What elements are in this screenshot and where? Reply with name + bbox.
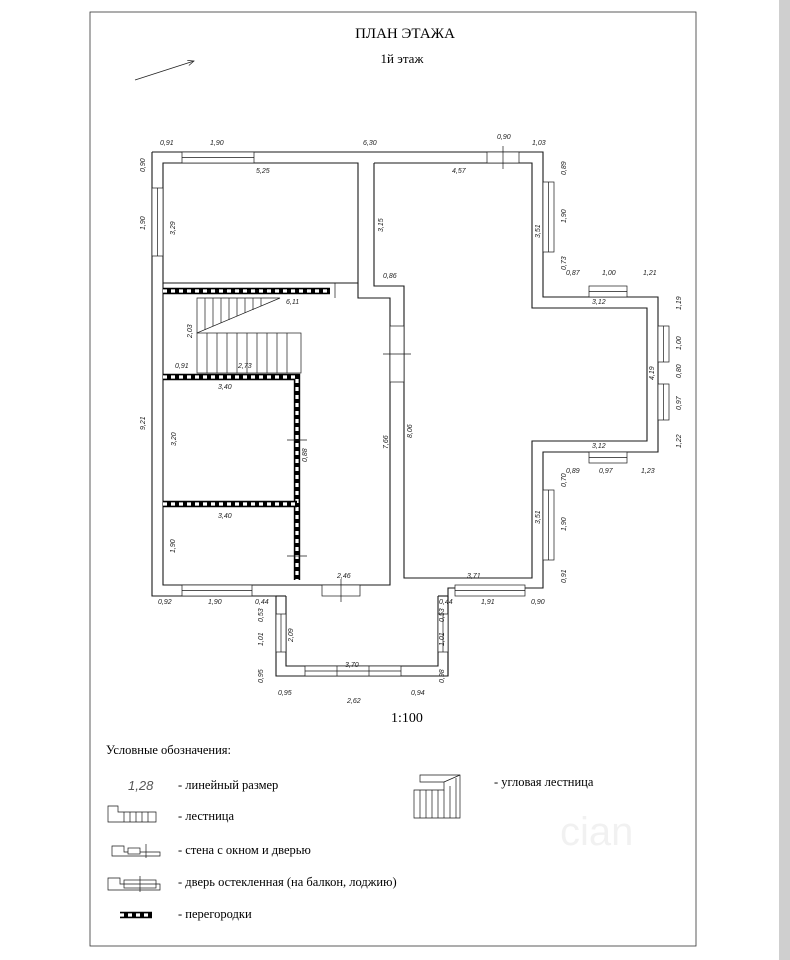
dim-label: 1,90 (208, 599, 222, 606)
dim-label: 1,01 (439, 632, 446, 646)
legend-corner-stairs: - угловая лестница (494, 775, 594, 789)
dim-label: 0,88 (302, 448, 309, 462)
wall-window-icon (112, 844, 160, 858)
dim-label: 3,29 (170, 221, 177, 235)
dim-label: 3,40 (218, 513, 232, 520)
legend-heading: Условные обозначения: (106, 743, 232, 757)
dim-label: 2,73 (238, 363, 252, 370)
dim-label: 0,91 (175, 363, 189, 370)
plan-dimensions (140, 134, 683, 705)
dim-label: 1,90 (170, 539, 177, 553)
dim-label: 0,70 (561, 473, 568, 487)
dim-label: 3,20 (171, 432, 178, 446)
dim-label: 3,70 (345, 662, 359, 669)
dim-label: 6,11 (286, 299, 300, 306)
dim-label: 6,30 (363, 140, 377, 147)
dim-label: 0,44 (439, 599, 453, 606)
dim-label: 1,03 (532, 140, 546, 147)
dim-label: 0,90 (531, 599, 545, 606)
dim-label: 1,23 (641, 468, 655, 475)
legend-stairs: - лестница (178, 809, 235, 823)
dim-label: 2,46 (337, 573, 351, 580)
page-title: ПЛАН ЭТАЖА (355, 26, 455, 42)
legend-sample-dimension: 1,28 (128, 778, 154, 793)
dim-label: 3,51 (535, 224, 542, 238)
dim-label: 5,25 (256, 168, 270, 175)
dim-label: 1,90 (561, 517, 568, 531)
legend-glazed-door: - дверь остекленная (на балкон, лоджию) (178, 875, 397, 889)
dim-label: 0,80 (676, 364, 683, 378)
dim-label: 4,19 (649, 366, 656, 380)
dim-label: 1,90 (140, 216, 147, 230)
dim-label: 1,01 (258, 632, 265, 646)
watermark: cian (560, 810, 634, 854)
dim-label: 1,19 (676, 296, 683, 310)
dim-label: 0,91 (561, 569, 568, 583)
dim-label: 3,12 (592, 443, 606, 450)
dim-label: 3,40 (218, 384, 232, 391)
dim-label: 1,00 (676, 336, 683, 350)
dim-label: 9,21 (140, 416, 147, 430)
dim-label: 8,06 (407, 424, 414, 438)
plan-walls (152, 152, 658, 676)
corner-stairs-icon (414, 775, 460, 818)
dim-label: 0,87 (566, 270, 580, 277)
glazed-door-icon (108, 876, 160, 892)
dim-label: 0,86 (383, 273, 397, 280)
dim-label: 7,66 (383, 435, 390, 449)
dim-label: 0,89 (561, 161, 568, 175)
legend-partitions: - перегородки (178, 907, 252, 921)
dim-label: 2,62 (347, 698, 361, 705)
dim-label: 0,98 (439, 669, 446, 683)
dim-label: 0,44 (255, 599, 269, 606)
dim-label: 0,92 (158, 599, 172, 606)
dim-label: 4,57 (452, 168, 466, 175)
legend-linear-dimension: - линейный размер (178, 778, 279, 792)
dim-label: 3,51 (535, 510, 542, 524)
dim-label: 0,95 (258, 669, 265, 683)
dim-label: 0,91 (160, 140, 174, 147)
legend (106, 743, 594, 921)
dim-label: 0,53 (258, 608, 265, 622)
dim-label: 1,21 (643, 270, 657, 277)
dim-label: 1,90 (561, 209, 568, 223)
dim-label: 1,91 (481, 599, 495, 606)
dim-label: 2,09 (288, 628, 295, 642)
dim-label: 1,22 (676, 434, 683, 448)
dim-label: 0,95 (278, 690, 292, 697)
dim-label: 0,89 (566, 468, 580, 475)
stairs-icon (108, 806, 156, 822)
dim-label: 0,73 (561, 256, 568, 270)
dim-label: 0,97 (599, 468, 613, 475)
screen-edge (779, 0, 790, 960)
dim-label: 3,71 (467, 573, 481, 580)
dim-label: 3,15 (378, 218, 385, 232)
dim-label: 0,90 (140, 158, 147, 172)
dim-label: 0,94 (411, 690, 425, 697)
page-subtitle: 1й этаж (380, 51, 424, 66)
dim-label: 0,53 (439, 608, 446, 622)
dim-label: 3,12 (592, 299, 606, 306)
legend-wall-window-door: - стена с окном и дверью (178, 843, 311, 857)
dim-label: 1,00 (602, 270, 616, 277)
dim-label: 0,97 (676, 396, 683, 410)
dim-label: 1,90 (210, 140, 224, 147)
dim-label: 2,03 (187, 324, 194, 338)
plan-stairs (197, 298, 301, 373)
arrow-icon (135, 61, 194, 80)
dim-label: 0,90 (497, 134, 511, 141)
drawing-scale: 1:100 (391, 711, 423, 726)
